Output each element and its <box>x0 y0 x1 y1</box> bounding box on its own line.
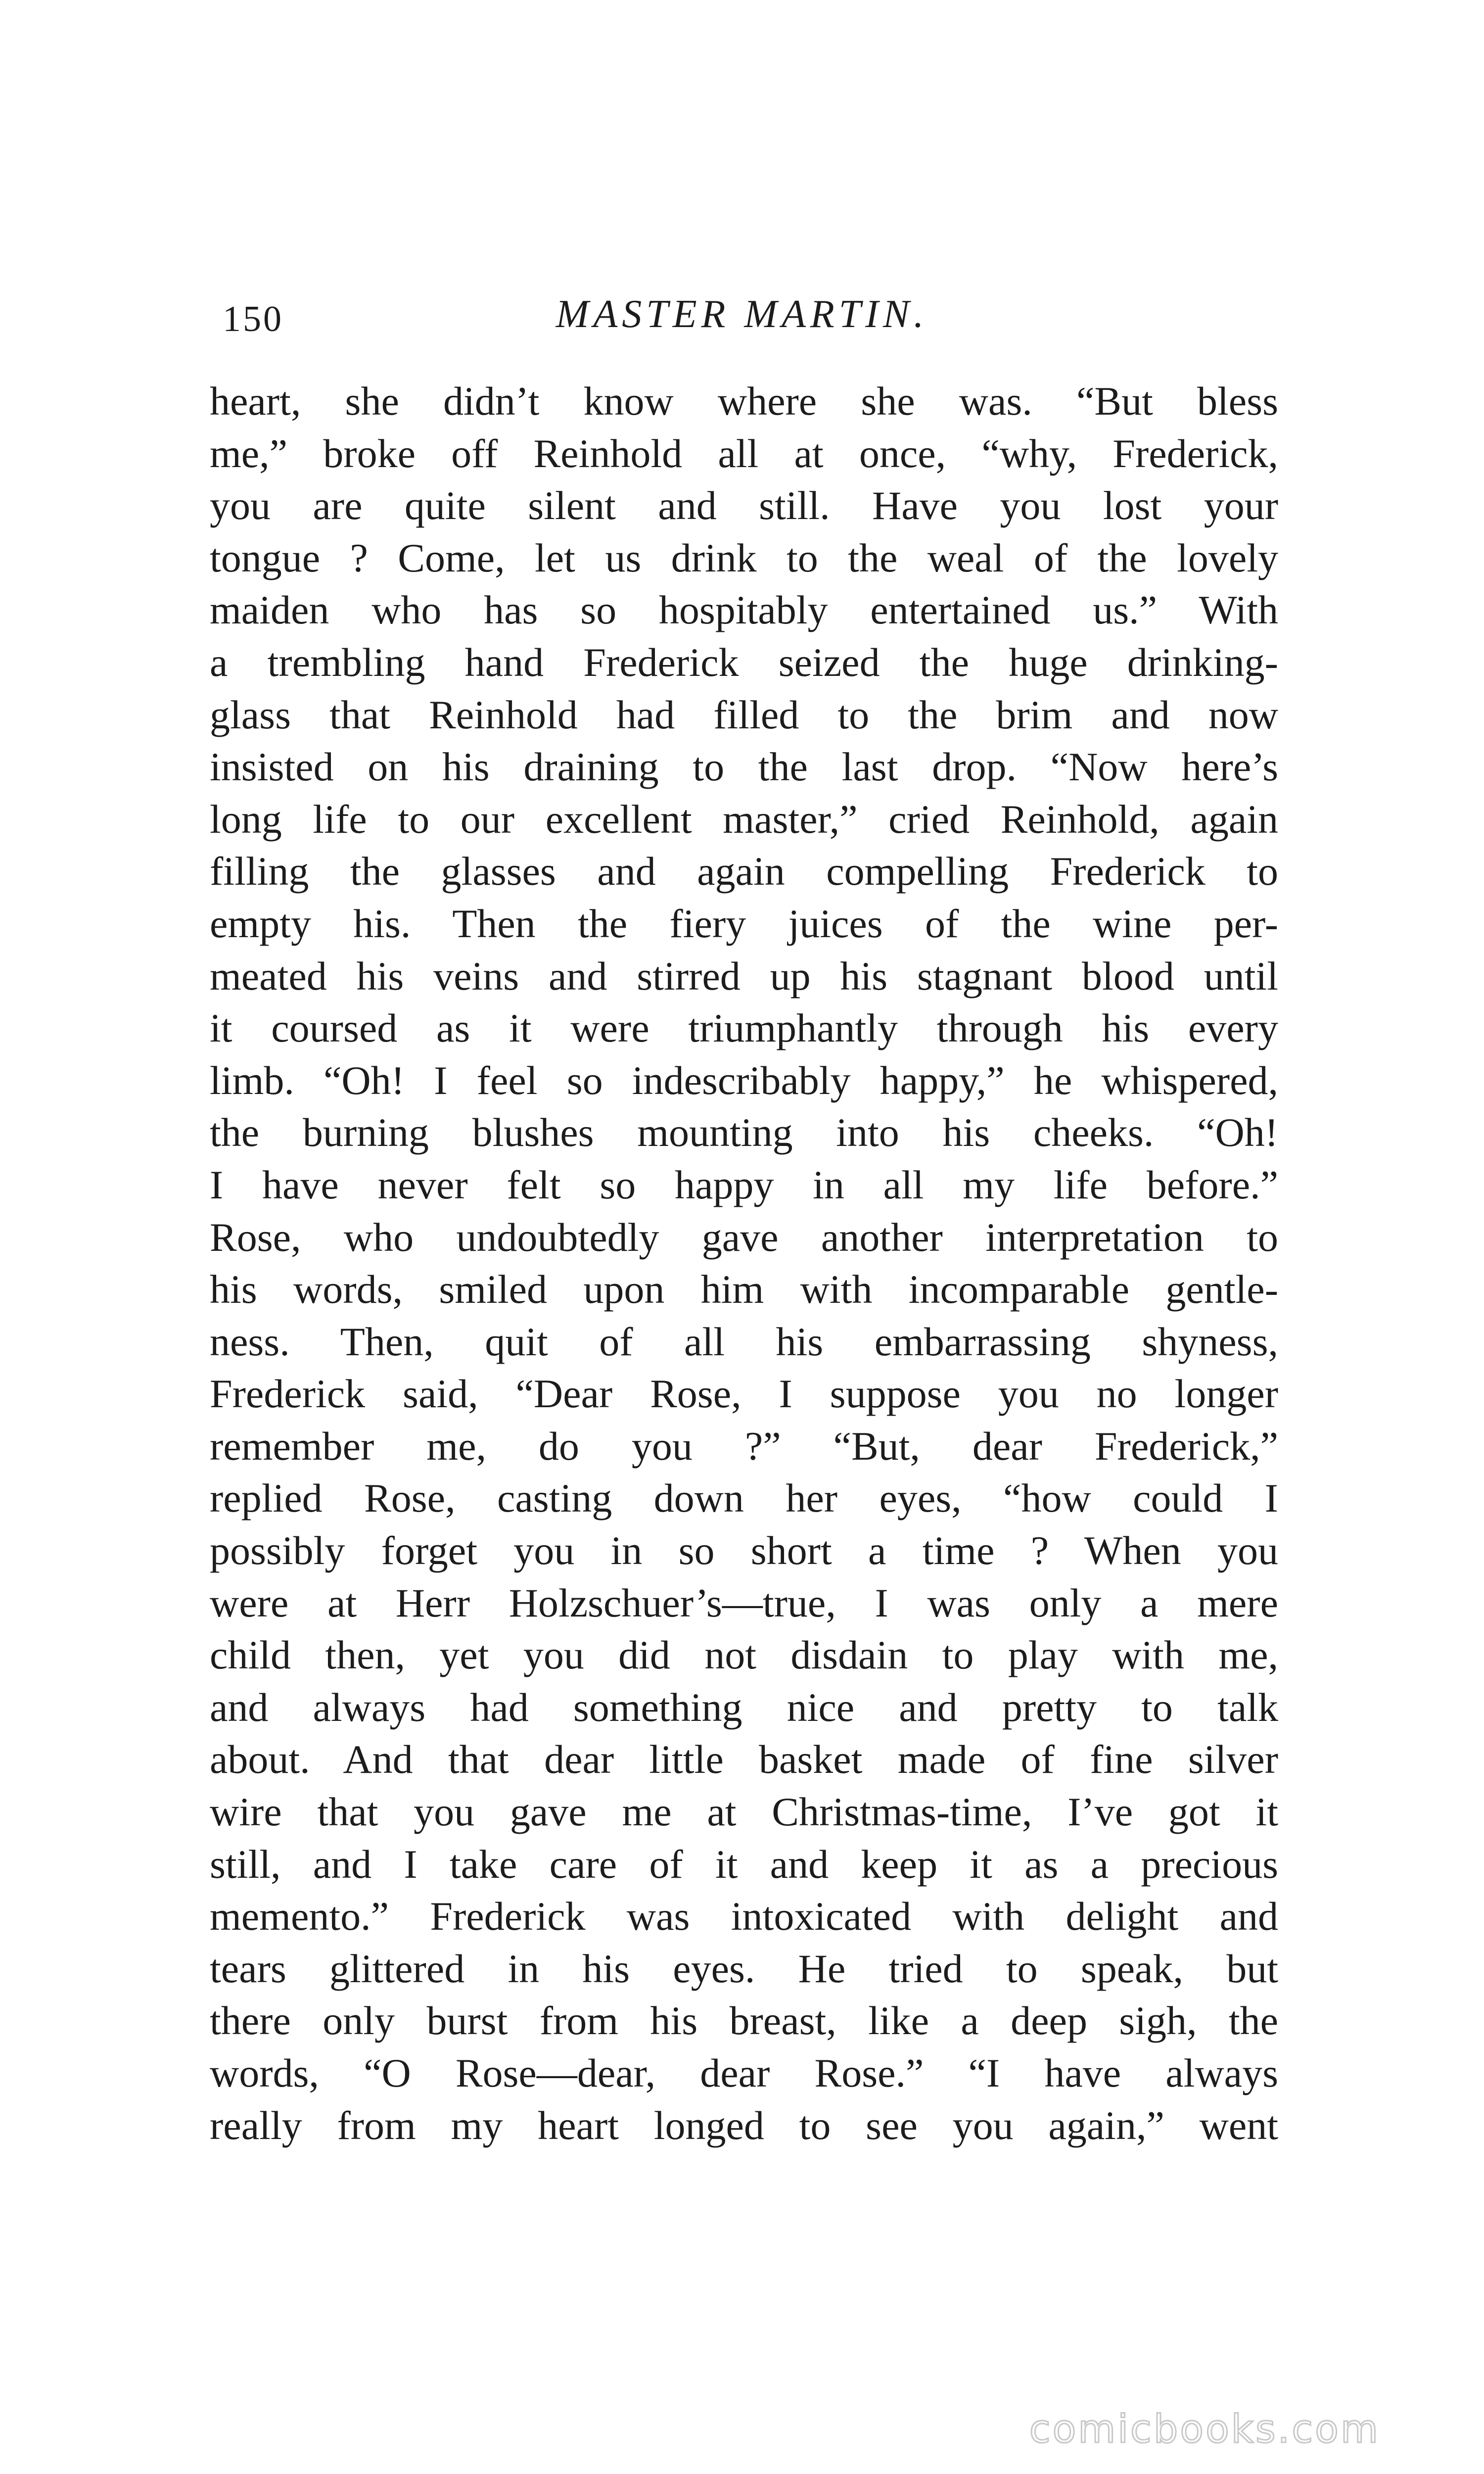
text-line: ness. Then, quit of all his embarrassing shyness, <box>210 1319 1278 1364</box>
text-line: me,” broke off Reinhold all at once, “why, Frederick, <box>210 430 1278 476</box>
text-line: about. And that dear little basket made of fine silver <box>210 1737 1278 1782</box>
page-number: 150 <box>223 299 283 339</box>
text-line: there only burst from his breast, like a deep sigh, the <box>210 1998 1278 2044</box>
text-line: Rose, who undoubtedly gave another interpretation to <box>210 1214 1278 1260</box>
page-header <box>208 289 1276 344</box>
text-line: really from my heart longed to see you again,” went <box>210 2102 1278 2148</box>
text-line: limb. “Oh! I feel so indescribably happy,” he whispered, <box>210 1057 1278 1103</box>
text-line: replied Rose, casting down her eyes, “how could I <box>210 1475 1278 1521</box>
text-line: tongue ? Come, let us drink to the weal of the lovely <box>210 535 1278 580</box>
text-line: maiden who has so hospitably entertained us.” With <box>210 587 1278 633</box>
body-text <box>210 375 1278 2176</box>
running-title: MASTER MARTIN. <box>556 292 928 336</box>
text-line: Frederick said, “Dear Rose, I suppose you no longer <box>210 1371 1278 1417</box>
text-line: long life to our excellent master,” cried Reinhold, again <box>210 796 1278 842</box>
text-line: were at Herr Holzschuer’s—true, I was only a mere <box>210 1580 1278 1625</box>
watermark: comicbooks.com <box>1029 2407 1380 2452</box>
text-line: it coursed as it were triumphantly through his every <box>210 1005 1278 1051</box>
text-line: still, and I take care of it and keep it as a precious <box>210 1841 1278 1887</box>
text-line: glass that Reinhold had filled to the brim and now <box>210 692 1278 737</box>
text-line: tears glittered in his eyes. He tried to speak, but <box>210 1946 1278 1991</box>
text-line: remember me, do you ?” “But, dear Frederick,” <box>210 1423 1278 1469</box>
text-line: the burning blushes mounting into his cheeks. “Oh! <box>210 1110 1278 1155</box>
text-line: wire that you gave me at Christmas-time, I’ve got it <box>210 1789 1278 1835</box>
text-line: his words, smiled upon him with incomparable gentle- <box>210 1267 1278 1312</box>
text-line: possibly forget you in so short a time ? When you <box>210 1528 1278 1573</box>
text-line: heart, she didn’t know where she was. “But bless <box>210 379 1278 424</box>
text-line: a trembling hand Frederick seized the huge drinking- <box>210 639 1278 685</box>
text-line: I have never felt so happy in all my life before.” <box>210 1162 1278 1207</box>
text-line: you are quite silent and still. Have you lost your <box>210 483 1278 528</box>
text-line: insisted on his draining to the last drop. “Now here’s <box>210 744 1278 790</box>
text-line: and always had something nice and pretty to talk <box>210 1684 1278 1730</box>
text-line: words, “O Rose—dear, dear Rose.” “I have always <box>210 2050 1278 2095</box>
text-line: meated his veins and stirred up his stagnant blood until <box>210 953 1278 999</box>
text-line: child then, yet you did not disdain to play with me, <box>210 1632 1278 1678</box>
text-line: filling the glasses and again compelling Frederick to <box>210 849 1278 894</box>
text-line: empty his. Then the fiery juices of the wine per- <box>210 901 1278 946</box>
text-line: memento.” Frederick was intoxicated with delight and <box>210 1894 1278 1939</box>
